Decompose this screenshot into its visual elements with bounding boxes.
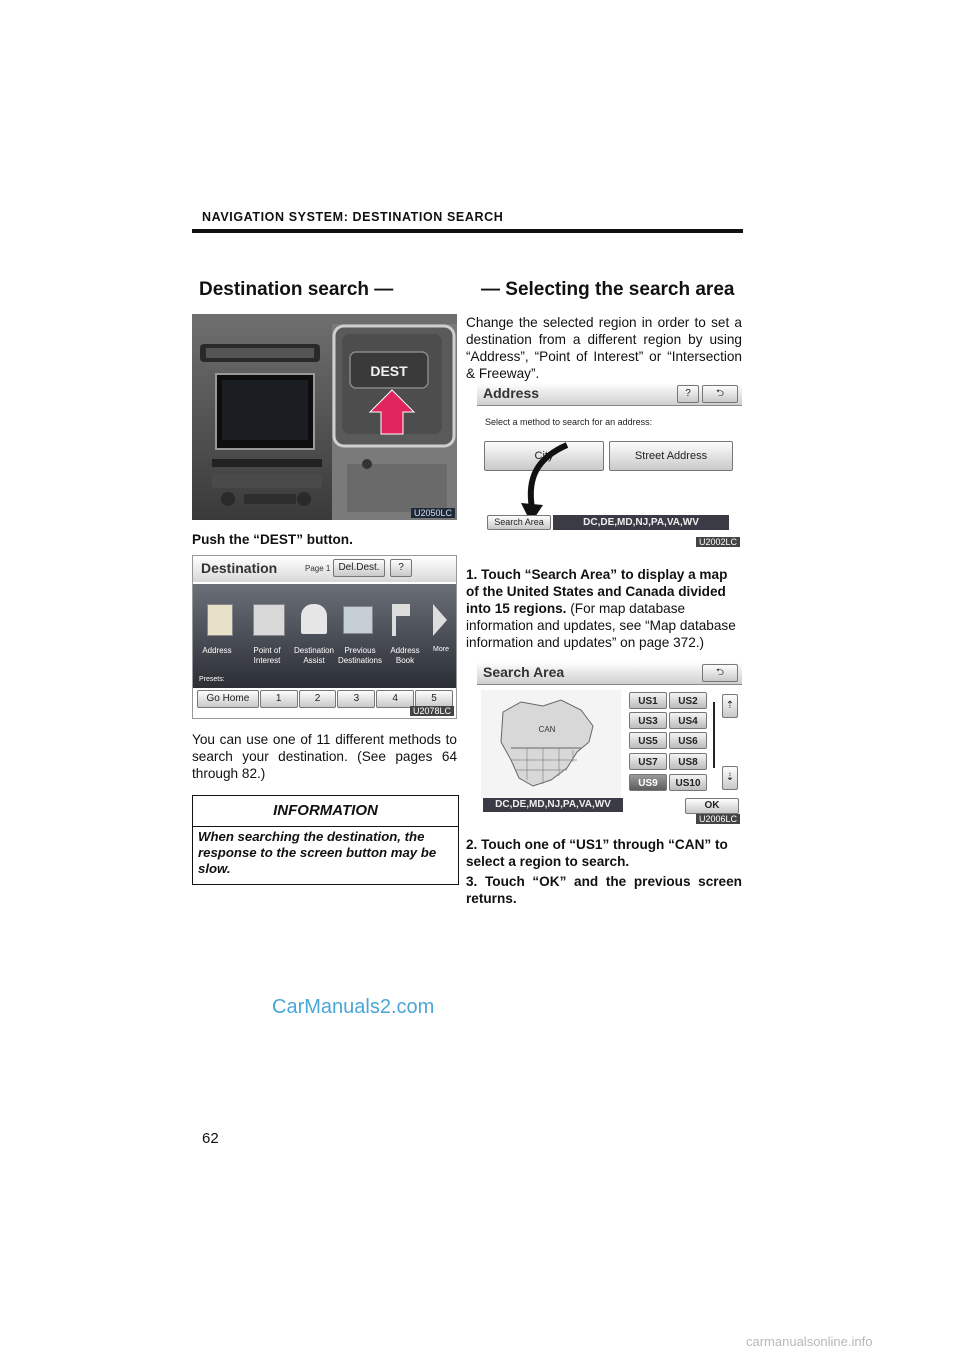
page-indicator: Page 1 <box>305 564 331 573</box>
information-title: INFORMATION <box>193 796 458 827</box>
ok-button[interactable]: OK <box>685 798 739 814</box>
back-button[interactable]: ⮌ <box>702 664 738 682</box>
step-1-note: (For map database information and updates, see “Map database information and updates” on page 372.) <box>466 601 736 650</box>
search-area-button[interactable]: Search Area <box>487 515 551 530</box>
back-button[interactable]: ⮌ <box>702 385 738 403</box>
scroll-down-button[interactable]: ⇣ <box>722 766 738 790</box>
region-button-us8[interactable]: US8 <box>669 753 707 770</box>
current-region-label: DC,DE,MD,NJ,PA,VA,WV <box>483 798 623 812</box>
step-1-instruction: 1. Touch “Search Area” to display a map of the United States and Canada divided into 15 regions. <box>466 567 728 616</box>
methods-paragraph: You can use one of 11 different methods to search your destination. (See pages 64 through 82.) <box>192 732 457 781</box>
step-2-instruction: 2. Touch one of “US1” through “CAN” to select a region to search. <box>466 837 728 869</box>
icon-label-previous-destinations: Previous Destinations <box>337 646 383 665</box>
region-button-us2[interactable]: US2 <box>669 692 707 709</box>
icon-label-poi: Point of Interest <box>253 646 281 665</box>
information-box <box>192 795 459 885</box>
destination-assist-icon[interactable] <box>301 604 327 634</box>
north-america-map[interactable] <box>481 690 621 798</box>
intro-paragraph: Change the selected region in order to set a destination from a different region by using “Address”, “Point of Interest” or “Intersection & Freeway”. <box>466 315 742 381</box>
figure-id: U2002LC <box>696 537 740 547</box>
map-can-label: CAN <box>538 725 556 734</box>
dest-button-label: DEST <box>370 363 408 379</box>
help-button[interactable]: ? <box>677 385 699 403</box>
scrollbar[interactable] <box>713 702 715 768</box>
region-button-us9[interactable]: US9 <box>629 774 667 791</box>
address-icon[interactable] <box>207 604 233 636</box>
section-title-right: — Selecting the search area <box>481 279 735 300</box>
preset-5-button[interactable]: 5 <box>415 690 453 708</box>
section-title-left: Destination search — <box>199 279 394 300</box>
watermark-carmanuals2: CarManuals2.com <box>272 996 435 1018</box>
icon-label-more: More <box>433 646 449 653</box>
point-of-interest-icon[interactable] <box>253 604 285 636</box>
preset-3-button[interactable]: 3 <box>337 690 375 708</box>
region-button-us7[interactable]: US7 <box>629 753 667 770</box>
region-button-us4[interactable]: US4 <box>669 712 707 729</box>
destination-icon-area <box>193 584 456 688</box>
step-push-dest: Push the “DEST” button. <box>192 532 353 547</box>
figure-id: U2050LC <box>411 508 455 518</box>
dashboard-photo <box>192 314 457 520</box>
city-button[interactable]: City <box>484 441 604 471</box>
presets-label: Presets: <box>199 676 225 683</box>
region-button-us1[interactable]: US1 <box>629 692 667 709</box>
search-area-screen <box>477 662 742 826</box>
preset-2-button[interactable]: 2 <box>299 690 337 708</box>
footer-watermark: carmanualsonline.info <box>746 1334 873 1349</box>
running-header: NAVIGATION SYSTEM: DESTINATION SEARCH <box>202 210 504 224</box>
step-1-paragraph <box>466 566 742 651</box>
figure-id: U2006LC <box>696 814 740 824</box>
region-button-us10[interactable]: US10 <box>669 774 707 791</box>
current-region-label: DC,DE,MD,NJ,PA,VA,WV <box>553 515 729 530</box>
del-dest-button[interactable]: Del.Dest. <box>333 559 385 577</box>
address-title: Address <box>483 385 540 401</box>
figure-id: U2078LC <box>410 706 454 716</box>
search-area-title: Search Area <box>483 664 565 680</box>
preset-1-button[interactable]: 1 <box>260 690 298 708</box>
more-arrow-icon[interactable] <box>433 604 447 636</box>
scroll-up-button[interactable]: ⇡ <box>722 694 738 718</box>
help-button[interactable]: ? <box>390 559 412 577</box>
address-prompt: Select a method to search for an address: <box>485 417 653 427</box>
region-button-us3[interactable]: US3 <box>629 712 667 729</box>
region-button-us5[interactable]: US5 <box>629 732 667 749</box>
search-area-title-bar <box>477 662 742 685</box>
destination-screen <box>192 555 457 719</box>
previous-destinations-icon[interactable] <box>343 606 373 634</box>
information-body: When searching the destination, the response to the screen button may be slow. <box>198 829 437 876</box>
dashboard-illustration <box>192 314 457 520</box>
header-rule <box>192 229 743 233</box>
icon-label-address-book: Address Book <box>390 646 420 665</box>
preset-4-button[interactable]: 4 <box>376 690 414 708</box>
street-address-button[interactable]: Street Address <box>609 441 733 471</box>
icon-label-destination-assist: Destination Assist <box>293 646 335 665</box>
go-home-button[interactable]: Go Home <box>197 690 259 708</box>
step-3-instruction: 3. Touch “OK” and the previous screen returns. <box>466 874 742 906</box>
flag-icon <box>396 604 410 616</box>
region-button-us6[interactable]: US6 <box>669 732 707 749</box>
address-screen <box>477 383 742 549</box>
destination-title-bar <box>193 556 456 582</box>
destination-title: Destination <box>201 560 278 576</box>
page-number: 62 <box>202 1130 219 1147</box>
icon-label-address: Address <box>202 646 232 655</box>
